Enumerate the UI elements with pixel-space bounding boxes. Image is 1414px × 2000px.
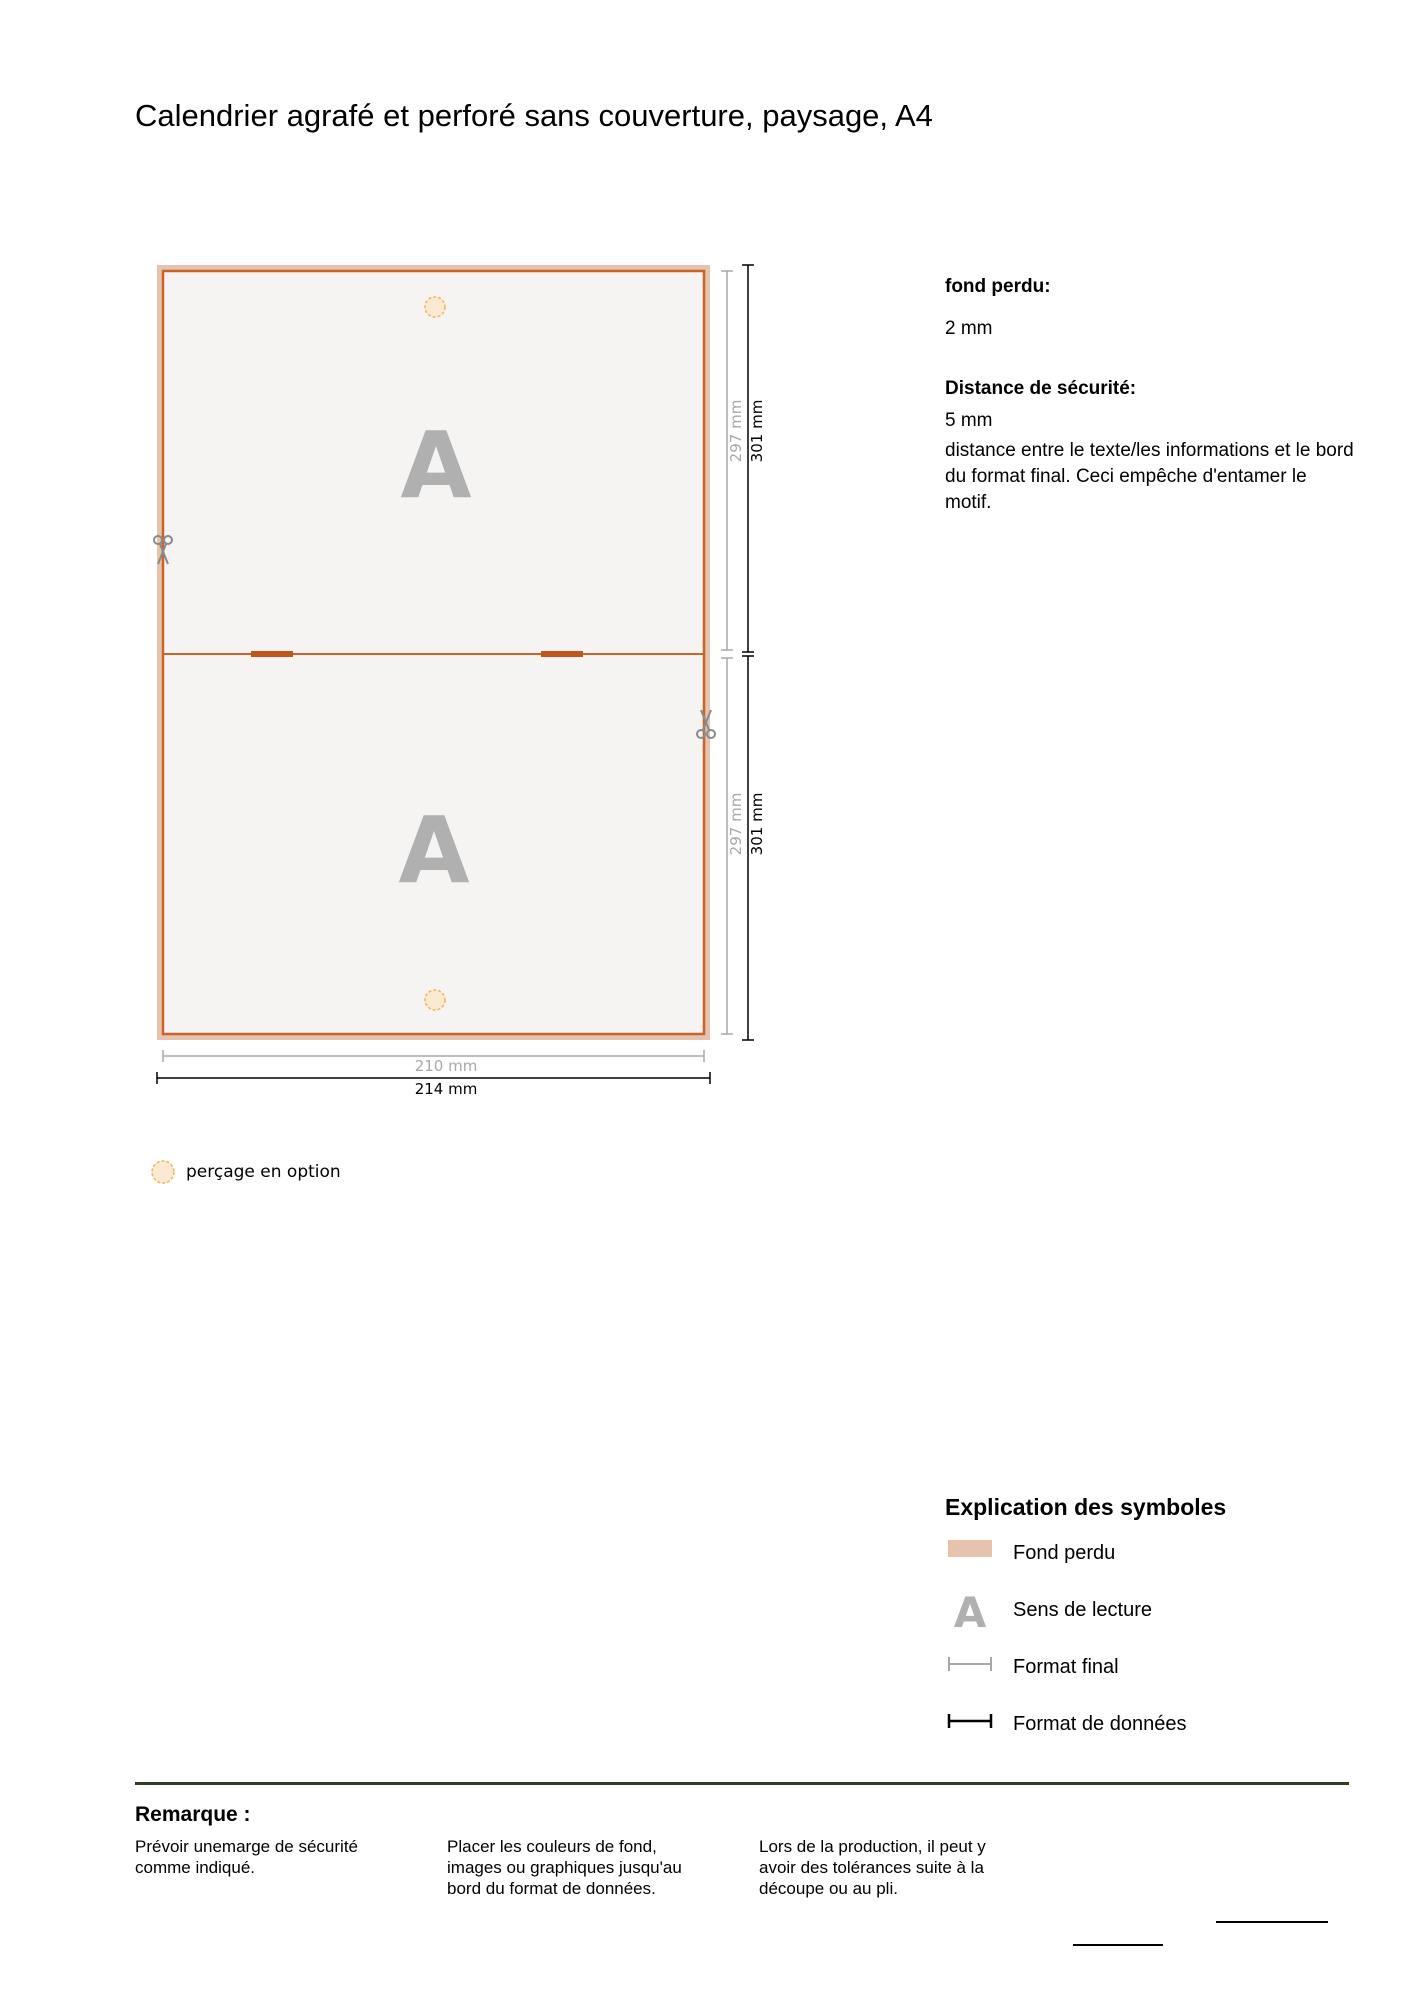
signature-line bbox=[1216, 1921, 1328, 1923]
page-area bbox=[163, 271, 704, 1034]
legend-title: Explication des symboles bbox=[945, 1494, 1227, 1520]
reading-direction-icon bbox=[945, 1591, 993, 1631]
reading-letter-top: A bbox=[400, 412, 472, 519]
remark-col-3: Lors de la production, il peut y avoir des tolérances suite à la découpe ou au pli. bbox=[759, 1837, 986, 1898]
legend-label: Sens de lecture bbox=[1013, 1599, 1152, 1621]
safety-value: 5 mm bbox=[945, 410, 993, 431]
dim-label-width-data: 214 mm bbox=[414, 1080, 478, 1098]
drill-note: perçage en option bbox=[186, 1162, 341, 1182]
safety-text: distance entre le texte/les informations et le bord du format final. Ceci empêche d'entamer le motif. bbox=[945, 440, 1354, 513]
reading-letter-bottom: A bbox=[398, 797, 470, 904]
dim-label-bottom-final: 297 mm bbox=[727, 792, 745, 856]
remark-col-2: Placer les couleurs de fond, images ou graphiques jusqu'au bord du format de données. bbox=[447, 1837, 682, 1898]
legend-label: Format de données bbox=[1013, 1713, 1187, 1735]
reading-letter-legend: A bbox=[953, 1591, 987, 1631]
dim-label-top-data: 301 mm bbox=[748, 399, 766, 463]
legend-label: Format final bbox=[1013, 1656, 1119, 1678]
remark-title: Remarque : bbox=[135, 1803, 251, 1826]
data-format-icon bbox=[945, 1705, 993, 1745]
drill-legend-icon bbox=[152, 1161, 174, 1183]
drill-hole-top bbox=[425, 297, 445, 317]
section-divider bbox=[135, 1782, 1349, 1785]
staple-left bbox=[251, 651, 293, 657]
signature-line bbox=[1073, 1944, 1163, 1946]
bleed-swatch-icon bbox=[945, 1534, 993, 1574]
bleed-heading: fond perdu: bbox=[945, 276, 1051, 297]
dim-label-width-final: 210 mm bbox=[414, 1057, 478, 1075]
remark-col-1: Prévoir unemarge de sécurité comme indiqué. bbox=[135, 1837, 359, 1877]
bleed-value: 2 mm bbox=[945, 318, 993, 339]
drill-hole-bottom bbox=[425, 990, 445, 1010]
legend-item-bleed bbox=[945, 1534, 1345, 1574]
info-panel bbox=[945, 274, 1355, 516]
staple-right bbox=[541, 651, 583, 657]
legend-item-reading bbox=[945, 1591, 1345, 1631]
safety-heading: Distance de sécurité: bbox=[945, 378, 1137, 399]
page-title: Calendrier agrafé et perforé sans couverture, paysage, A4 bbox=[135, 98, 933, 133]
legend-label: Fond perdu bbox=[1013, 1542, 1116, 1564]
final-format-icon bbox=[945, 1648, 993, 1688]
dim-label-bottom-data: 301 mm bbox=[748, 792, 766, 856]
dim-label-top-final: 297 mm bbox=[727, 399, 745, 463]
legend-item-data bbox=[945, 1705, 1345, 1745]
legend-item-final bbox=[945, 1648, 1345, 1688]
